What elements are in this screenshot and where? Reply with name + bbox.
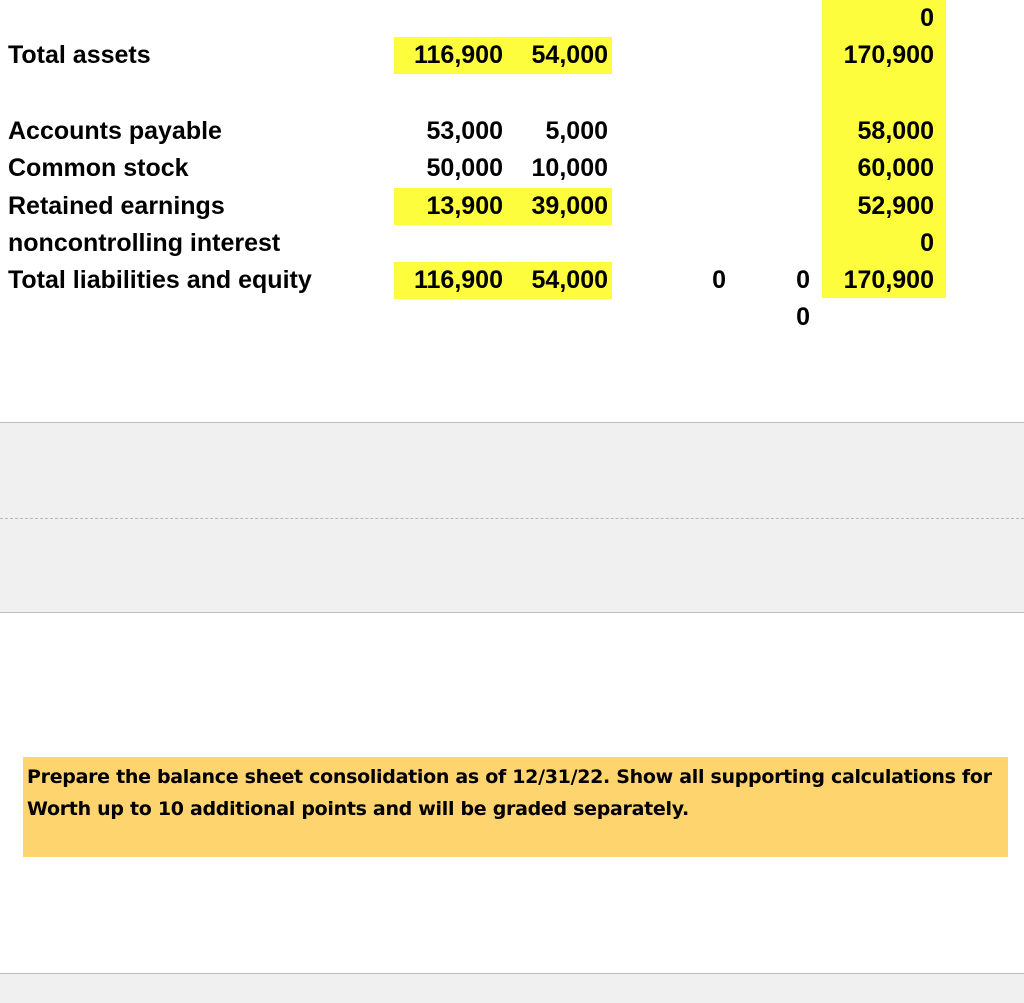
common-stock-company-b: 10,000	[531, 154, 608, 182]
row-label-accounts-payable: Accounts payable	[8, 117, 222, 145]
common-stock-consolidated: 60,000	[857, 154, 934, 182]
retained-earnings-company-b: 39,000	[531, 192, 608, 220]
total-assets-consolidated: 170,900	[843, 41, 934, 69]
bottom-band	[0, 974, 1024, 1003]
band-bottom-border	[0, 612, 1024, 613]
retained-earnings-consolidated: 52,900	[857, 192, 934, 220]
row-label-total-assets: Total assets	[8, 41, 151, 69]
total-assets-company-b: 54,000	[531, 41, 608, 69]
total-liabilities-credit: 0	[796, 266, 810, 294]
instruction-line-1: Prepare the balance sheet consolidation as of 12/31/22. Show all supporting calculations for	[27, 766, 992, 788]
instruction-note	[23, 757, 1008, 857]
total-liabilities-debit: 0	[712, 266, 726, 294]
band-dashed-divider	[0, 518, 1024, 519]
total-liabilities-company-a: 116,900	[414, 266, 503, 294]
instruction-line-2: Worth up to 10 additional points and will be graded separately.	[27, 798, 689, 820]
noncontrolling-interest-consolidated: 0	[920, 229, 934, 257]
common-stock-company-a: 50,000	[426, 154, 503, 182]
total-liabilities-company-b: 54,000	[531, 266, 608, 294]
row-label-total-liabilities-equity: Total liabilities and equity	[8, 266, 312, 294]
accounts-payable-company-a: 53,000	[426, 117, 503, 145]
total-liabilities-consolidated: 170,900	[843, 266, 934, 294]
total-assets-company-a: 116,900	[414, 41, 503, 69]
accounts-payable-consolidated: 58,000	[857, 117, 934, 145]
top-consolidated-value: 0	[920, 4, 934, 32]
retained-earnings-company-a: 13,900	[426, 192, 503, 220]
accounts-payable-company-b: 5,000	[545, 117, 608, 145]
row-label-common-stock: Common stock	[8, 154, 189, 182]
row-label-noncontrolling-interest: noncontrolling interest	[8, 229, 281, 257]
credit-column-stray-value: 0	[796, 303, 810, 331]
row-label-retained-earnings: Retained earnings	[8, 192, 225, 220]
